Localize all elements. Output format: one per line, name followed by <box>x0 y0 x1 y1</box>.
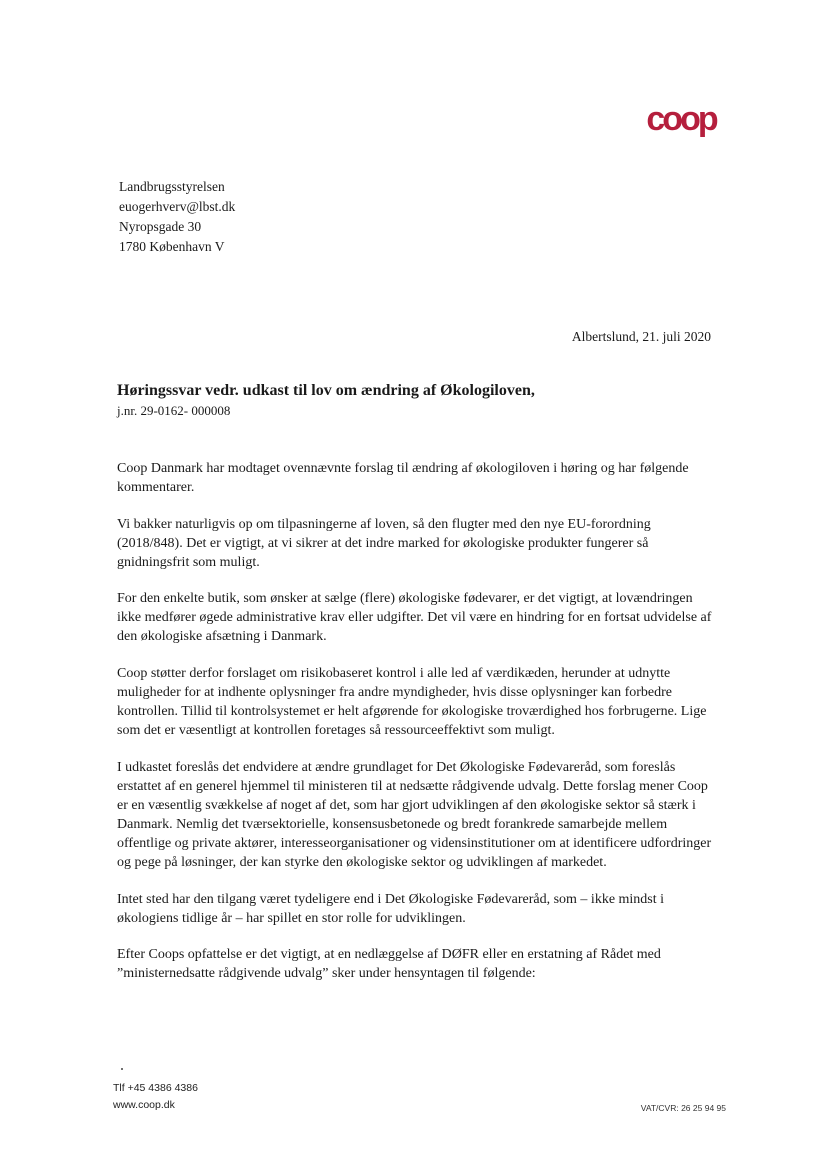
footer-website[interactable]: www.coop.dk <box>113 1099 175 1111</box>
paragraph-text: Intet sted har den tilgang været tydeligere end i Det Økologiske Fødevareråd, som – ikke mindst i økologiens tidlige år – har spillet en stor rolle for udviklingen. <box>117 892 665 926</box>
scan-dot <box>121 1068 123 1070</box>
footer-vat: VAT/CVR: 26 25 94 95 <box>640 1103 726 1113</box>
body-paragraph <box>117 515 717 572</box>
recipient-line: Nyropsgade 30 <box>119 219 202 234</box>
body-paragraph <box>117 945 717 983</box>
footer-phone: Tlf +45 4386 4386 <box>113 1082 198 1094</box>
body-paragraph <box>117 664 717 740</box>
subject-block <box>117 382 535 419</box>
recipient-address <box>119 177 235 257</box>
paragraph-text: Coop støtter derfor forslaget om risikobaseret kontrol i alle led af værdikæden, herunder at udnytte muligheder for at indhente oplysninger fra andre myndigheder, hvis disse oplysninger kan forbedre kontrollen. Tillid til kontrolsystemet er helt afgørende for økologiske troværdighed hos forbrugerne. Lige som det er væsentligt at kontrollen foretages så ressourceeffektivt som muligt. <box>117 666 707 738</box>
recipient-line: Landbrugsstyrelsen <box>119 179 225 194</box>
recipient-email: euogerhverv@lbst.dk <box>119 199 236 214</box>
subject-title: Høringssvar vedr. udkast til lov om ændring af Økologiloven, <box>117 382 535 399</box>
paragraph-text: Vi bakker naturligvis op om tilpasningerne af loven, så den flugter med den nye EU-forordning (2018/848). Det er vigtigt, at vi sikrer at det indre marked for økologiske produkter fungerer så gnidningsfrit som muligt. <box>117 517 651 570</box>
paragraph-text: Efter Coops opfattelse er det vigtigt, at en nedlæggelse af DØFR eller en erstatning af Rådet med ”ministernedsatte rådgivende udvalg” sker under hensyntagen til følgende: <box>117 947 661 981</box>
reference-number: j.nr. 29-0162- 000008 <box>117 403 231 418</box>
paragraph-text: For den enkelte butik, som ønsker at sælge (flere) økologiske fødevarer, er det vigtigt, at lovændringen ikke medfører øgede administrative krav eller udgifter. Det vil være en hindring for en fortsat udvidelse af den økologiske afsætning i Danmark. <box>117 591 712 644</box>
paragraph-text: I udkastet foreslås det endvidere at ændre grundlaget for Det Økologiske Fødevareråd, som foreslås erstattet af en generel hjemmel til ministeren til at nedsætte rådgivende udvalg. Dette forslag mener Coop er en væsentlig svækkelse af noget af det, som har gjort udviklingen af den økologiske sektor så stærk i Danmark. Nemlig det tværsektorielle, konsensusbetonede og bredt forankrede samarbejde mellem offentlige og private aktører, interesseorganisationer og vidensinstitutioner om at identificere udfordringer og pege på løsninger, der kan styrke den økologiske sektor og udviklingen af markedet. <box>117 760 712 870</box>
body-paragraph <box>117 758 717 872</box>
coop-logo <box>633 103 729 139</box>
recipient-line: 1780 København V <box>119 239 225 254</box>
paragraph-text: Coop Danmark har modtaget ovennævnte forslag til ændring af økologiloven i høring og har følgende kommentarer. <box>117 461 689 495</box>
body-paragraph <box>117 890 717 928</box>
letter-date: Albertslund, 21. juli 2020 <box>571 329 711 344</box>
footer-contact <box>113 1080 198 1114</box>
logo-text: coop <box>646 103 716 138</box>
body-paragraph <box>117 459 717 497</box>
body-paragraph <box>117 589 717 646</box>
